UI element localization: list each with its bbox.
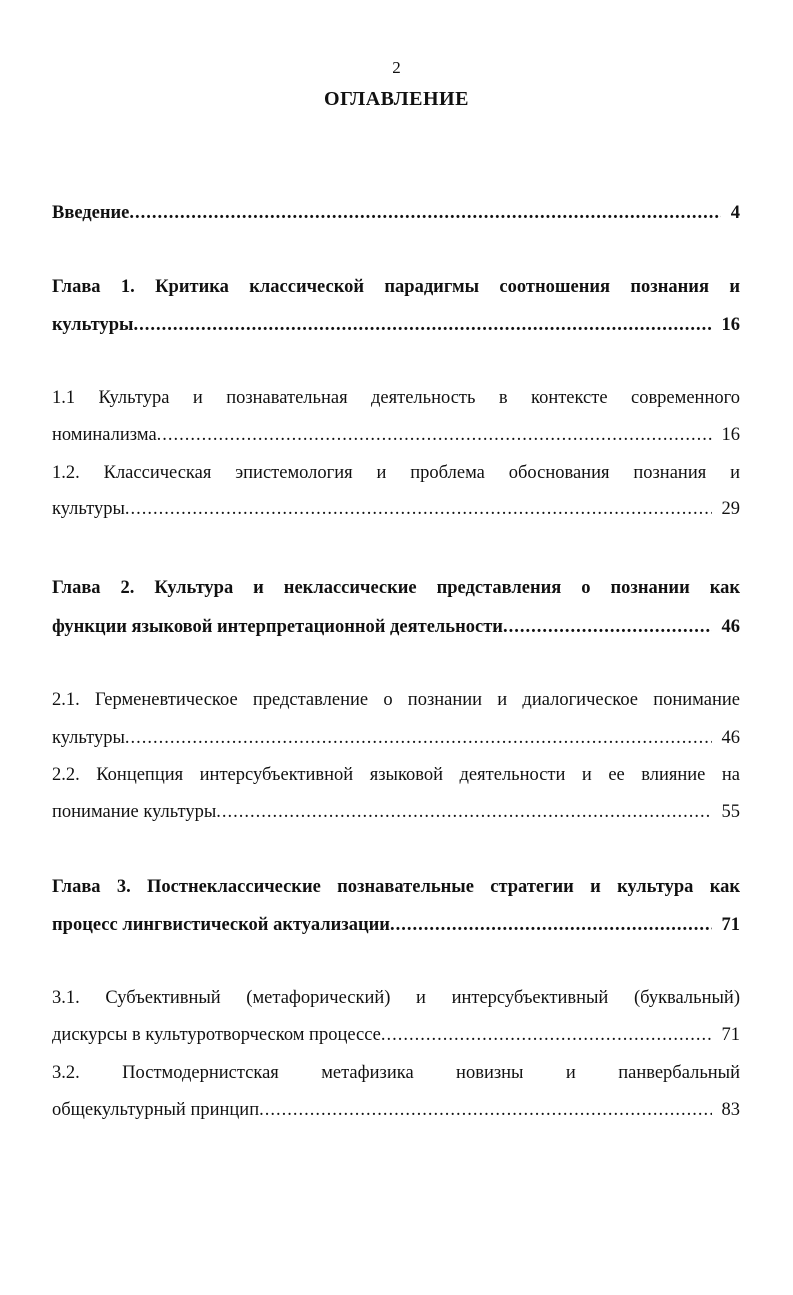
toc-page-number: 83 bbox=[721, 1100, 740, 1120]
toc-page-number: 71 bbox=[721, 915, 740, 935]
toc-page-number: 29 bbox=[721, 499, 740, 519]
dot-leader bbox=[381, 1022, 712, 1048]
toc-section-2-2-line1[interactable]: 2.2. Концепция интерсубъективной языковой деятельности и ее влияние на bbox=[52, 765, 740, 785]
toc-entry-label: номинализма bbox=[52, 425, 157, 445]
toc-section-2-2-line2[interactable] bbox=[52, 799, 740, 825]
toc-page-number: 16 bbox=[721, 315, 740, 335]
toc-entry-label: функции языковой интерпретационной деятельности bbox=[52, 617, 503, 637]
toc-page-number: 4 bbox=[730, 203, 740, 223]
dot-leader bbox=[390, 912, 712, 938]
dot-leader bbox=[157, 422, 712, 448]
toc-chapter-3-line2[interactable] bbox=[52, 912, 740, 938]
toc-entry-label: культуры bbox=[52, 499, 125, 519]
toc-section-1-2-line2[interactable] bbox=[52, 496, 740, 522]
toc-entry-label: понимание культуры bbox=[52, 802, 217, 822]
toc-section-3-2-line2[interactable] bbox=[52, 1097, 740, 1123]
toc-entry-label: процесс лингвистической актуализации bbox=[52, 915, 390, 935]
toc-chapter-2-line2[interactable] bbox=[52, 614, 740, 640]
toc-entry-label: культуры bbox=[52, 728, 125, 748]
toc-entry-label: Введение bbox=[52, 203, 130, 223]
toc-entry-introduction[interactable] bbox=[52, 200, 740, 226]
toc-section-3-1-line1[interactable]: 3.1. Субъективный (метафорический) и интерсубъективный (буквальный) bbox=[52, 988, 740, 1008]
dot-leader bbox=[259, 1097, 711, 1123]
dot-leader bbox=[216, 799, 711, 825]
dot-leader bbox=[133, 312, 711, 338]
toc-chapter-2-line1[interactable]: Глава 2. Культура и неклассические представления о познании как bbox=[52, 578, 740, 598]
toc-page-number: 16 bbox=[721, 425, 740, 445]
toc-section-1-1-line1[interactable]: 1.1 Культура и познавательная деятельность в контексте современного bbox=[52, 388, 740, 408]
toc-chapter-1-line1[interactable]: Глава 1. Критика классической парадигмы соотношения познания и bbox=[52, 277, 740, 297]
toc-page-number: 55 bbox=[721, 802, 740, 822]
dot-leader bbox=[503, 614, 712, 640]
page-number: 2 bbox=[392, 58, 401, 77]
toc-section-1-2-line1[interactable]: 1.2. Классическая эпистемология и проблема обоснования познания и bbox=[52, 463, 740, 483]
toc-entry-label: дискурсы в культуротворческом процессе bbox=[52, 1025, 381, 1045]
dot-leader bbox=[129, 200, 720, 226]
toc-entry-label: культуры bbox=[52, 315, 134, 335]
toc-section-3-2-line1[interactable]: 3.2. Постмодернистская метафизика новизны и панвербальный bbox=[52, 1063, 740, 1083]
toc-section-2-1-line1[interactable]: 2.1. Герменевтическое представление о познании и диалогическое понимание bbox=[52, 690, 740, 710]
toc-section-3-1-line2[interactable] bbox=[52, 1022, 740, 1048]
page-title: ОГЛАВЛЕНИЕ bbox=[324, 88, 469, 110]
toc-page-number: 46 bbox=[721, 617, 740, 637]
toc-section-1-1-line2[interactable] bbox=[52, 422, 740, 448]
dot-leader bbox=[125, 725, 712, 751]
toc-page-number: 71 bbox=[721, 1025, 740, 1045]
toc-chapter-1-line2[interactable] bbox=[52, 312, 740, 338]
toc-section-2-1-line2[interactable] bbox=[52, 725, 740, 751]
toc-page-number: 46 bbox=[721, 728, 740, 748]
toc-chapter-3-line1[interactable]: Глава 3. Постнеклассические познавательные стратегии и культура как bbox=[52, 877, 740, 897]
dot-leader bbox=[125, 496, 712, 522]
toc-entry-label: общекультурный принцип bbox=[52, 1100, 260, 1120]
